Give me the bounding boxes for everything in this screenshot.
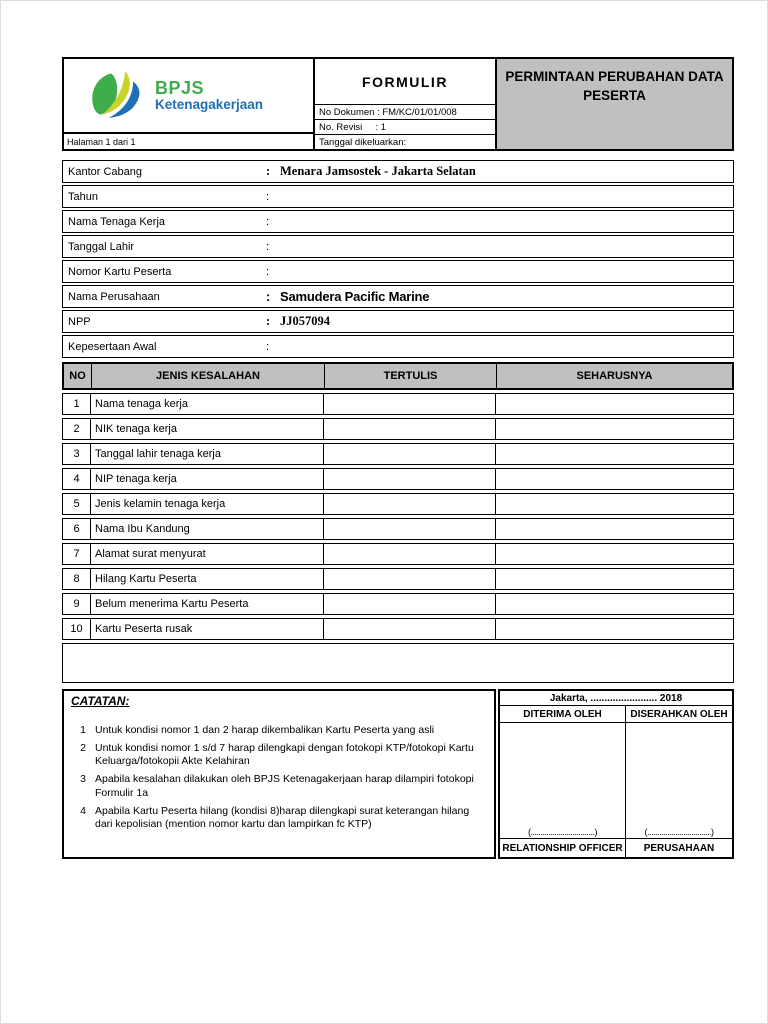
form-header xyxy=(62,57,734,151)
correct-cell xyxy=(496,619,733,639)
note-number: 4 xyxy=(80,804,86,817)
field-label: Kepesertaan Awal xyxy=(68,340,157,353)
bpjs-leaf-icon xyxy=(88,70,146,122)
logo-line2: Ketenagakerjaan xyxy=(155,96,264,112)
signature-box xyxy=(498,689,734,859)
table-row xyxy=(62,543,734,565)
signature-line-left: (................................) xyxy=(500,723,626,838)
logo-line1: BPJS xyxy=(155,77,205,98)
header-left xyxy=(64,59,315,149)
col-header-jenis-kesalahan: JENIS KESALAHAN xyxy=(92,364,325,388)
form-title: PERMINTAAN PERUBAHAN DATA PESERTA xyxy=(497,59,732,149)
logo-cell xyxy=(64,59,313,132)
field-label: NPP xyxy=(68,315,91,328)
written-cell xyxy=(324,494,496,514)
correct-cell xyxy=(496,419,733,439)
table-row xyxy=(62,468,734,490)
handed-over-by-header: DISERAHKAN OLEH xyxy=(630,709,728,720)
field-colon: : xyxy=(266,164,271,178)
field-colon: : xyxy=(266,215,270,228)
table-row xyxy=(62,418,734,440)
table-row xyxy=(62,618,734,640)
error-type-cell: Alamat surat menyurat xyxy=(91,544,324,564)
field-label: Nama Perusahaan xyxy=(68,290,160,303)
row-number: 2 xyxy=(63,419,91,439)
correct-cell xyxy=(496,469,733,489)
note-text: Untuk kondisi nomor 1 s/d 7 harap dilengkapi dengan fotokopi KTP/fotokopi Kartu Keluarga/fotokopii Akte Kelahiran xyxy=(95,742,474,768)
perusahaan-label: PERUSAHAAN xyxy=(643,843,715,854)
signature-line-right: (................................) xyxy=(644,827,714,837)
field-label: Nama Tenaga Kerja xyxy=(68,215,166,228)
document-number: No Dokumen : FM/KC/01/01/008 xyxy=(315,104,495,119)
row-number: 6 xyxy=(63,519,91,539)
relationship-officer-label: RELATIONSHIP OFFICER xyxy=(500,839,626,857)
form-type-title: FORMULIR xyxy=(362,73,448,90)
row-number: 5 xyxy=(63,494,91,514)
field-row-kantor-cabang xyxy=(62,160,734,183)
signature-footers xyxy=(500,838,732,857)
field-colon: : xyxy=(266,314,271,328)
correct-cell xyxy=(496,494,733,514)
written-cell xyxy=(324,544,496,564)
error-type-cell: Jenis kelamin tenaga kerja xyxy=(91,494,324,514)
note-number: 1 xyxy=(80,724,86,736)
received-by-header: DITERIMA OLEH xyxy=(500,706,626,722)
field-label: Kantor Cabang xyxy=(68,165,142,178)
correct-cell xyxy=(496,594,733,614)
table-header-row xyxy=(62,362,734,390)
table-row xyxy=(62,443,734,465)
note-item xyxy=(71,805,487,831)
error-type-cell: Tanggal lahir tenaga kerja xyxy=(91,444,324,464)
row-number: 7 xyxy=(63,544,91,564)
written-cell xyxy=(324,594,496,614)
table-row xyxy=(62,593,734,615)
written-cell xyxy=(324,444,496,464)
field-colon: : xyxy=(266,289,271,304)
page-count-label: Halaman 1 dari 1 xyxy=(64,132,313,149)
table-row xyxy=(62,493,734,515)
correct-cell xyxy=(496,444,733,464)
field-value: JJ057094 xyxy=(280,314,330,328)
written-cell xyxy=(324,619,496,639)
field-label: Tahun xyxy=(68,190,98,203)
signature-headers xyxy=(500,706,732,723)
issue-date-label: Tanggal dikeluarkan: xyxy=(315,134,495,149)
table-row xyxy=(62,518,734,540)
revision-number: No. Revisi : 1 xyxy=(315,119,495,134)
bottom-section xyxy=(62,689,734,859)
note-number: 3 xyxy=(80,773,86,786)
field-row-tanggal-lahir xyxy=(62,235,734,258)
note-text: Apabila kesalahan dilakukan oleh BPJS Ketenagakerjaan harap dilampiri fotokopi Formulir 1a xyxy=(95,773,474,799)
note-text: Apabila Kartu Peserta hilang (kondisi 8)harap dilengkapi surat keterangan hilang dari kepolisian (mention nomor kartu dan lampirkan fc KTP) xyxy=(95,804,470,830)
row-number: 10 xyxy=(63,619,91,639)
written-cell xyxy=(324,569,496,589)
signature-space xyxy=(500,723,732,838)
header-middle xyxy=(315,59,497,149)
note-item xyxy=(71,724,487,737)
field-row-nomor-kartu-peserta xyxy=(62,260,734,283)
error-type-cell: Nama Ibu Kandung xyxy=(91,519,324,539)
row-number: 8 xyxy=(63,569,91,589)
notes-list xyxy=(71,724,487,831)
field-label: Nomor Kartu Peserta xyxy=(68,265,172,278)
field-row-nama-tenaga-kerja xyxy=(62,210,734,233)
identity-fields xyxy=(62,160,734,358)
error-type-cell: Nama tenaga kerja xyxy=(91,394,324,414)
error-type-cell: NIK tenaga kerja xyxy=(91,419,324,439)
error-type-cell: NIP tenaga kerja xyxy=(91,469,324,489)
correct-cell xyxy=(496,519,733,539)
written-cell xyxy=(324,519,496,539)
place-date-line: Jakarta, ........................ 2018 xyxy=(500,691,732,706)
written-cell xyxy=(324,419,496,439)
col-header-no: NO xyxy=(64,364,92,388)
correct-cell xyxy=(496,394,733,414)
bpjs-change-request-form xyxy=(62,57,734,859)
row-number: 9 xyxy=(63,594,91,614)
table-row xyxy=(62,393,734,415)
correct-cell xyxy=(496,544,733,564)
error-type-cell: Hilang Kartu Peserta xyxy=(91,569,324,589)
correct-cell xyxy=(496,569,733,589)
field-value: Samudera Pacific Marine xyxy=(280,289,430,304)
field-value: Menara Jamsostek - Jakarta Selatan xyxy=(280,164,476,178)
field-colon: : xyxy=(266,340,270,353)
written-cell xyxy=(324,394,496,414)
field-row-npp xyxy=(62,310,734,333)
note-number: 2 xyxy=(80,742,86,755)
table-row xyxy=(62,568,734,590)
field-colon: : xyxy=(266,190,270,203)
written-cell xyxy=(324,469,496,489)
field-colon: : xyxy=(266,265,270,278)
field-colon: : xyxy=(266,240,270,253)
error-type-cell: Belum menerima Kartu Peserta xyxy=(91,594,324,614)
row-number: 3 xyxy=(63,444,91,464)
note-item xyxy=(71,742,487,768)
row-number: 4 xyxy=(63,469,91,489)
row-number: 1 xyxy=(63,394,91,414)
field-label: Tanggal Lahir xyxy=(68,240,135,253)
notes-box xyxy=(62,689,496,859)
col-header-seharusnya: SEHARUSNYA xyxy=(576,370,653,382)
blank-spacer-box xyxy=(62,643,734,683)
field-row-kepesertaan-awal xyxy=(62,335,734,358)
error-type-cell: Kartu Peserta rusak xyxy=(91,619,324,639)
note-item xyxy=(71,773,487,799)
logo-wordmark xyxy=(155,79,263,113)
note-text: Untuk kondisi nomor 1 dan 2 harap dikembalikan Kartu Peserta yang asli xyxy=(95,724,435,736)
corrections-table xyxy=(62,362,734,640)
field-row-nama-perusahaan xyxy=(62,285,734,308)
notes-title: CATATAN: xyxy=(71,694,130,708)
col-header-tertulis: TERTULIS xyxy=(325,364,497,388)
field-row-tahun xyxy=(62,185,734,208)
